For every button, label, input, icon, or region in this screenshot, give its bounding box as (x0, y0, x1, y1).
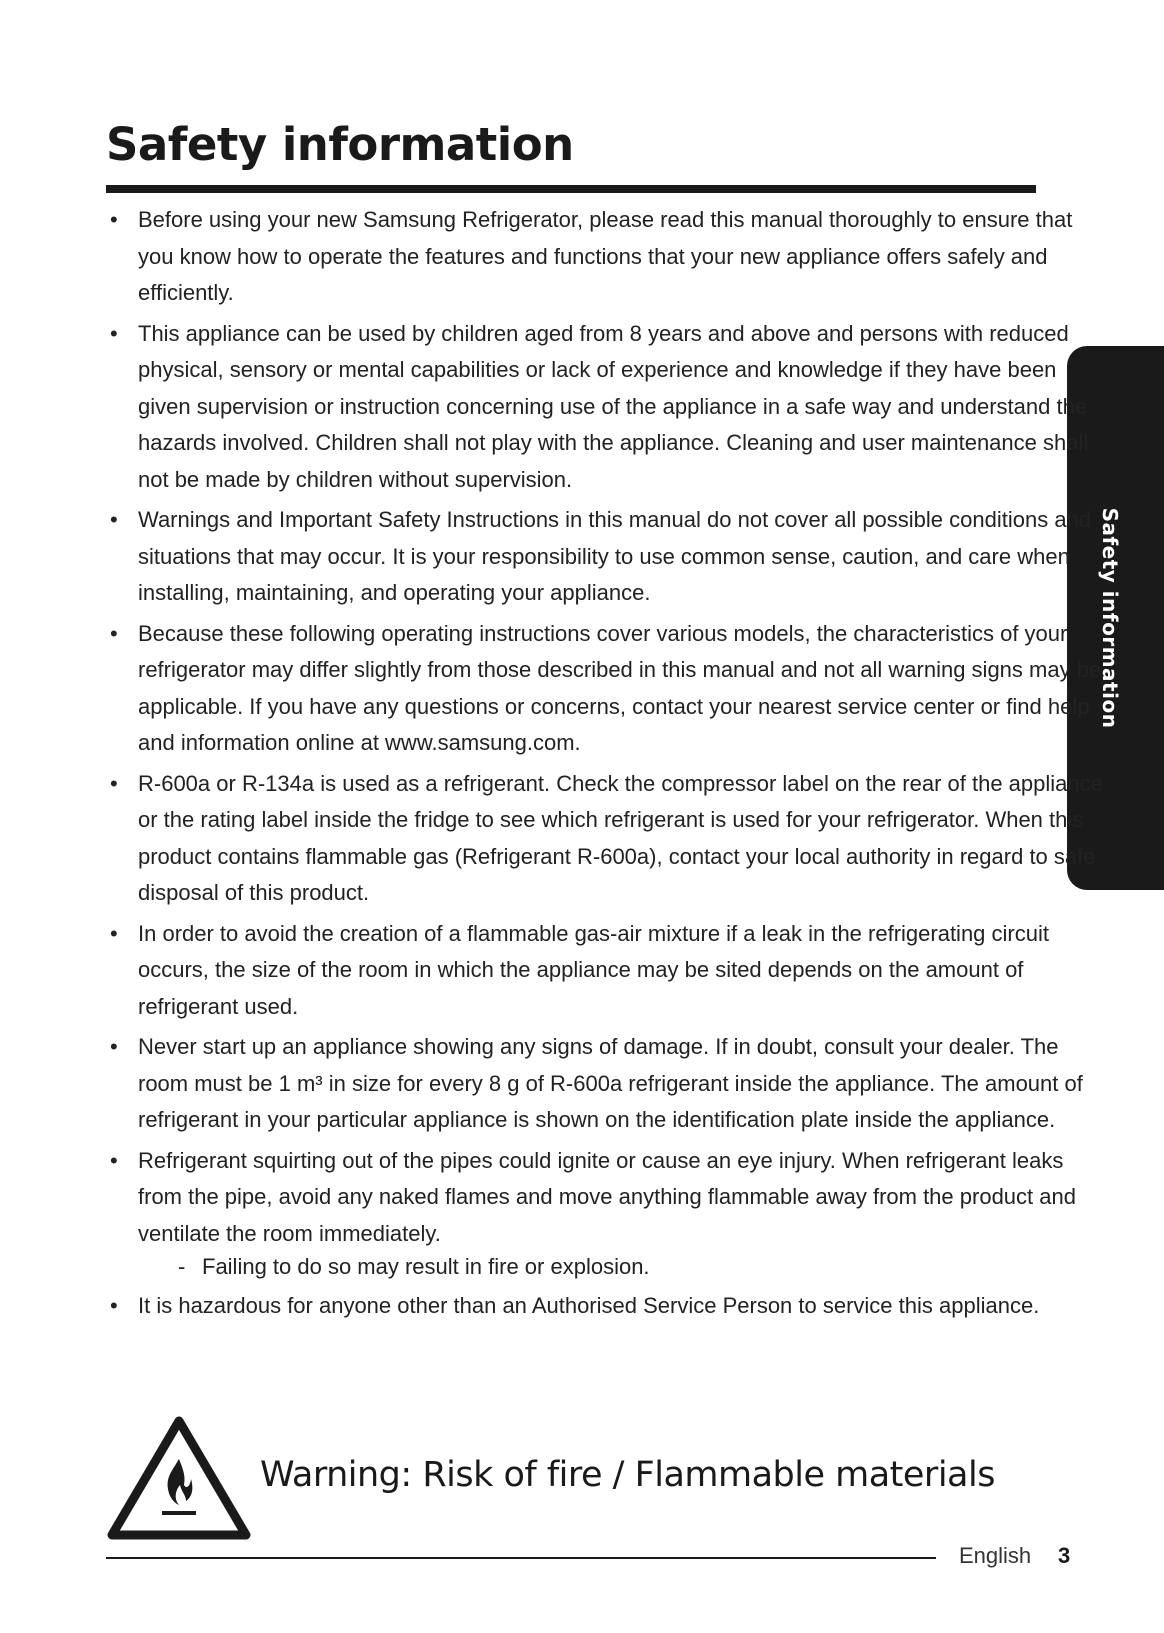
list-item (104, 916, 1104, 1026)
bullet-text: It is hazardous for anyone other than an Authorised Service Person to service this appliance. (138, 1293, 1040, 1318)
bullet-dot: • (110, 507, 118, 532)
bullet-text: This appliance can be used by children aged from 8 years and above and persons with reduced physical, sensory or mental capabilities or lack of experience and knowledge if they have been given supervision or instruction concerning use of the appliance in a safe way and understand the hazards involved. Children shall not play with the appliance. Cleaning and user maintenance shall not be made by children without supervision. (138, 320, 1089, 492)
safety-bullet-list (104, 202, 1104, 1325)
bullet-text: Because these following operating instructions cover various models, the characteristics of your refrigerator may differ slightly from those described in this manual and not all warning signs may be applicable. If you have any questions or concerns, contact your nearest service center or find help and information online at www.samsung.com. (138, 620, 1102, 755)
warning-text: Warning: Risk of fire / Flammable materials (260, 1455, 995, 1495)
side-tab-label: Safety information (1098, 507, 1122, 729)
bullet-dot: • (110, 770, 118, 796)
bullet-dot: • (110, 320, 118, 346)
bullet-text: Refrigerant squirting out of the pipes could ignite or cause an eye injury. When refrigerant leaks from the pipe, avoid any naked flames and move anything flammable away from the product and ventilate the room immediately. (138, 1147, 1076, 1246)
bullet-dot: • (110, 207, 118, 232)
list-item (104, 1288, 1104, 1325)
bullet-text: Warnings and Important Safety Instructions in this manual do not cover all possible conditions and situations that may occur. It is your responsibility to use common sense, caution, and care when installing, maintaining, and operating your appliance. (138, 507, 1092, 605)
footer-language: English (959, 1543, 1032, 1568)
list-item (104, 1143, 1104, 1285)
safety-content (104, 202, 1104, 1329)
bullet-text: R-600a or R-134a is used as a refrigerant. Check the compressor label on the rear of the appliance or the rating label inside the fridge to see which refrigerant is used for your refrigerator. When this product contains flammable gas (Refrigerant R-600a), contact your local authority in regard to safe disposal of this product. (138, 770, 1103, 905)
bullet-dot: • (110, 620, 118, 646)
page-title: Safety information (106, 118, 574, 171)
bullet-text: In order to avoid the creation of a flammable gas-air mixture if a leak in the refrigerating circuit occurs, the size of the room in which the appliance may be sited depends on the amount of refrigerant used. (138, 920, 1049, 1019)
bullet-dot: • (110, 1293, 118, 1318)
list-item (104, 616, 1104, 762)
list-item (104, 766, 1104, 912)
bullet-dot: • (110, 1034, 118, 1059)
sub-list-item (138, 1250, 1104, 1284)
bullet-text: Before using your new Samsung Refrigerator, please read this manual thoroughly to ensure that you know how to operate the features and functions that your new appliance offers safely and efficiently. (138, 207, 1073, 305)
bullet-dot: • (110, 1147, 118, 1173)
list-item (104, 502, 1104, 612)
list-item (104, 1029, 1104, 1139)
footer-divider (106, 1557, 936, 1559)
sub-bullet-text: Failing to do so may result in fire or explosion. (202, 1254, 650, 1279)
sub-bullet-dash: - (178, 1254, 186, 1279)
flammable-warning-icon (106, 1415, 252, 1541)
bullet-dot: • (110, 920, 118, 946)
list-item (104, 316, 1104, 499)
bullet-text: Never start up an appliance showing any signs of damage. If in doubt, consult your dealer. The room must be 1 m³ in size for every 8 g of R-600a refrigerant inside the appliance. The amount of refrigerant in your particular appliance is shown on the identification plate inside the appliance. (138, 1034, 1083, 1132)
title-divider (106, 185, 1036, 193)
list-item (104, 202, 1104, 312)
page-number: 3 (1058, 1543, 1071, 1568)
